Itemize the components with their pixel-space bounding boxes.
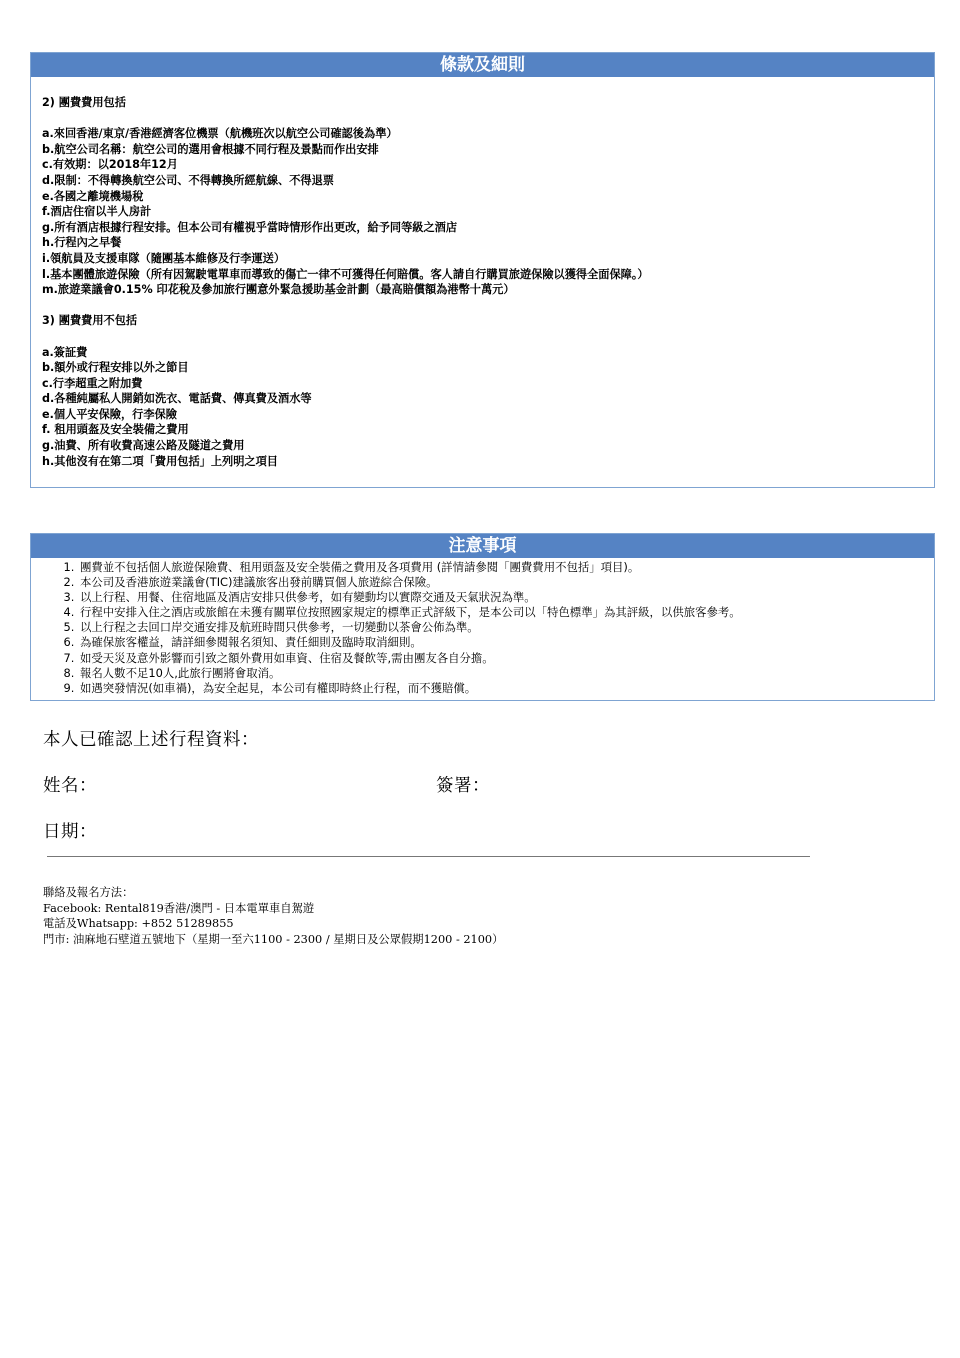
included-item: l.基本團體旅遊保險（所有因駕駛電單車而導致的傷亡一律不可獲得任何賠償。客人請自行購買旅遊保險以獲得全面保障。） xyxy=(42,267,649,281)
excluded-item: f. 租用頭盔及安全裝備之費用 xyxy=(42,423,189,437)
included-item: e.各國之離境機場稅 xyxy=(42,189,144,203)
contact-heading: 聯絡及報名方法： xyxy=(43,886,134,899)
excluded-item: a.簽証費 xyxy=(42,345,88,359)
note-item: 9. 如遇突發情況(如車禍)，為安全起見，本公司有權即時終止行程，而不獲賠償。 xyxy=(78,681,934,696)
included-item: d.限制：不得轉換航空公司、不得轉換所經航線、不得退票 xyxy=(42,173,334,187)
name-label: 姓名： xyxy=(43,776,97,796)
note-item: 7. 如受天災及意外影響而引致之額外費用如車資、住宿及餐飲等,需由團友各自分擔。 xyxy=(78,651,934,666)
included-item: c.有效期：以2018年12月 xyxy=(42,158,178,172)
excluded-item: d.各種純屬私人開銷如洗衣、電話費、傳真費及酒水等 xyxy=(42,392,312,406)
excluded-item: c.行李超重之附加費 xyxy=(42,376,143,390)
notes-title: 注意事項 xyxy=(31,534,934,558)
contact-phone: 電話及Whatsapp: +852 51289855 xyxy=(43,917,234,931)
excluded-heading: 3) 團費費用不包括 xyxy=(42,314,138,328)
included-item: m.旅遊業議會0.15% 印花稅及參加旅行團意外緊急援助基金計劃（最高賠償額為港幣十萬元） xyxy=(42,283,515,297)
included-item: b.航空公司名稱：航空公司的選用會根據不同行程及景點而作出安排 xyxy=(42,142,379,156)
note-item: 8. 報名人數不足10人,此旅行團將會取消。 xyxy=(78,666,934,681)
notes-list xyxy=(31,560,934,696)
excluded-item: e.個人平安保險，行李保險 xyxy=(42,407,177,421)
divider xyxy=(47,856,810,857)
excluded-item: b.額外或行程安排以外之節目 xyxy=(42,361,189,375)
included-item: a.來回香港/東京/香港經濟客位機票（航機班次以航空公司確認後為準） xyxy=(42,127,398,141)
signature-label: 簽署： xyxy=(436,776,490,796)
contact-store: 門市: 油麻地石壁道五號地下（星期一至六1100 - 2300 / 星期日及公眾假期1200 - 2100） xyxy=(43,933,504,947)
note-item: 1. 團費並不包括個人旅遊保險費、租用頭盔及安全裝備之費用及各項費用 (詳情請參閱「團費費用不包括」項目)。 xyxy=(78,560,934,575)
note-item: 4. 行程中安排入住之酒店或旅館在未獲有關單位按照國家規定的標準正式評級下，是本公司以「特色標準」為其評級，以供旅客參考。 xyxy=(78,605,934,620)
included-item: i.領航員及支援車隊（隨團基本維修及行李運送） xyxy=(42,251,286,265)
note-item: 6. 為確保旅客權益，請詳細參閱報名須知、責任細則及臨時取消細則。 xyxy=(78,635,934,650)
note-item: 2. 本公司及香港旅遊業議會(TIC)建議旅客出發前購買個人旅遊綜合保險。 xyxy=(78,575,934,590)
terms-content xyxy=(31,77,934,469)
included-list xyxy=(42,126,934,298)
terms-title: 條款及細則 xyxy=(31,53,934,77)
included-item: f.酒店住宿以半人房計 xyxy=(42,205,152,219)
excluded-item: h.其他沒有在第二項「費用包括」上列明之項目 xyxy=(42,454,278,468)
included-item: h.行程內之早餐 xyxy=(42,236,122,250)
included-item: g.所有酒店根據行程安排。但本公司有權視乎當時情形作出更改，給予同等級之酒店 xyxy=(42,220,458,234)
terms-section xyxy=(30,52,935,488)
note-item: 3. 以上行程、用餐、住宿地區及酒店安排只供參考，如有變動均以實際交通及天氣狀況為準。 xyxy=(78,590,934,605)
contact-info xyxy=(43,885,503,948)
contact-facebook: Facebook: Rental819香港/澳門 - 日本電單車自駕遊 xyxy=(43,901,315,915)
excluded-list xyxy=(42,345,934,470)
excluded-item: g.油費、所有收費高速公路及隧道之費用 xyxy=(42,439,245,453)
notes-section xyxy=(30,533,935,701)
date-label: 日期： xyxy=(43,822,97,842)
note-item: 5. 以上行程之去回口岸交通安排及航班時間只供參考，一切變動以茶會公佈為準。 xyxy=(78,620,934,635)
included-heading: 2) 團費費用包括 xyxy=(42,96,126,109)
confirmation-statement: 本人已確認上述行程資料： xyxy=(43,730,259,750)
